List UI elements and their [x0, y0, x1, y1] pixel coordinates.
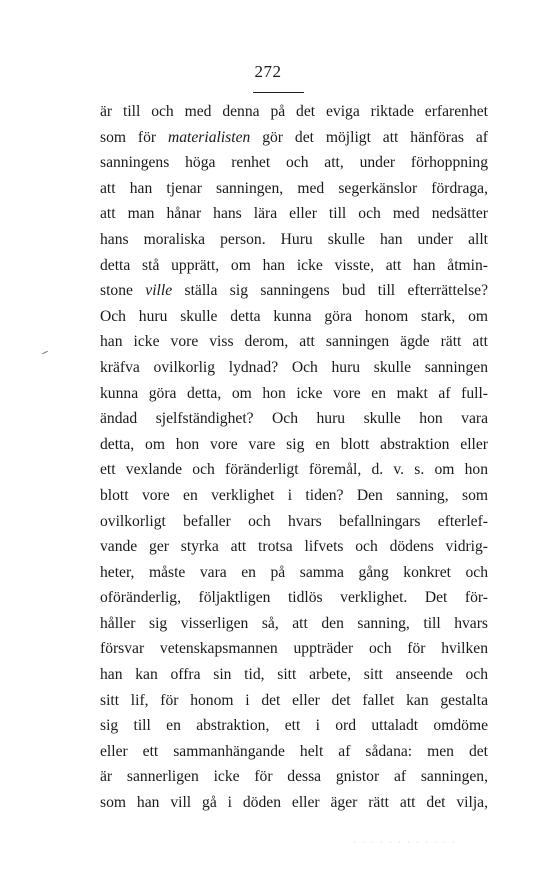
text-line: sig till en abstraktion, ett i ord uttaladt omdöme	[100, 717, 488, 735]
text-line: är sannerligen icke för dessa gnistor af sanningen,	[100, 768, 488, 786]
text-line: försvar vetenskapsmannen uppträder och för hvilken	[100, 640, 488, 658]
page-number: 272	[254, 62, 282, 81]
text-line: han kan offra sin tid, sitt arbete, sitt anseende och	[100, 666, 488, 684]
text-line: Och huru skulle detta kunna göra honom stark, om	[100, 307, 488, 325]
text-line: som han vill gå i döden eller äger rätt att det vilja,	[100, 794, 488, 812]
text-line: som för materialisten gör det möjligt att hänföras af	[100, 128, 489, 146]
text-line: oföränderlig, följaktligen tidlös verklighet. Det för-	[100, 589, 488, 607]
text-line: hans moraliska person. Huru skulle han under allt	[100, 230, 488, 248]
text-line: att man hånar hans lära eller till och med nedsätter	[100, 205, 488, 223]
text-line: eller ett sammanhängande helt af sådana: men det	[100, 742, 488, 760]
text-line: han icke vore viss derom, att sanningen ägde rätt att	[100, 333, 488, 351]
text-line: sanningens höga renhet och att, under förhoppning	[100, 154, 488, 172]
text-line: ändad sjelfständighet? Och huru skulle hon vara	[100, 410, 488, 428]
text-line: vande ger styrka att trotsa lifvets och dödens vidrig-	[100, 538, 488, 556]
text-line: sitt lif, för honom i det eller det fallet kan gestalta	[100, 691, 488, 709]
header-rule	[253, 92, 304, 93]
body-text	[100, 99, 488, 816]
text-line: detta stå upprätt, om han icke visste, att han åtmin-	[100, 256, 488, 274]
text-line: är till och med denna på det eviga riktade erfarenhet	[100, 103, 488, 120]
text-line: håller sig visserligen så, att den sanning, till hvars	[100, 614, 488, 632]
text-line: blott vore en verklighet i tiden? Den sanning, som	[100, 486, 488, 504]
text-line: detta, om hon vore vare sig en blott abstraktion eller	[100, 435, 488, 453]
text-line: kräfva ovilkorlig lydnad? Och huru skulle sanningen	[100, 358, 488, 376]
text-line: ett vexlande och föränderligt föremål, d. v. s. om hon	[100, 461, 488, 479]
text-line: ovilkorligt befaller och hvars befallningars efterlef-	[100, 512, 488, 530]
text-line: att han tjenar sanningen, med segerkänslor fördraga,	[100, 179, 488, 197]
text-line: kunna göra detta, om hon icke vore en makt af full-	[100, 384, 488, 402]
margin-mark	[42, 351, 48, 354]
text-line: heter, måste vara en på samma gång konkret och	[100, 563, 488, 581]
scan-noise	[350, 840, 460, 844]
text-line: stone ville ställa sig sanningens bud till efterrättelse?	[100, 282, 488, 300]
